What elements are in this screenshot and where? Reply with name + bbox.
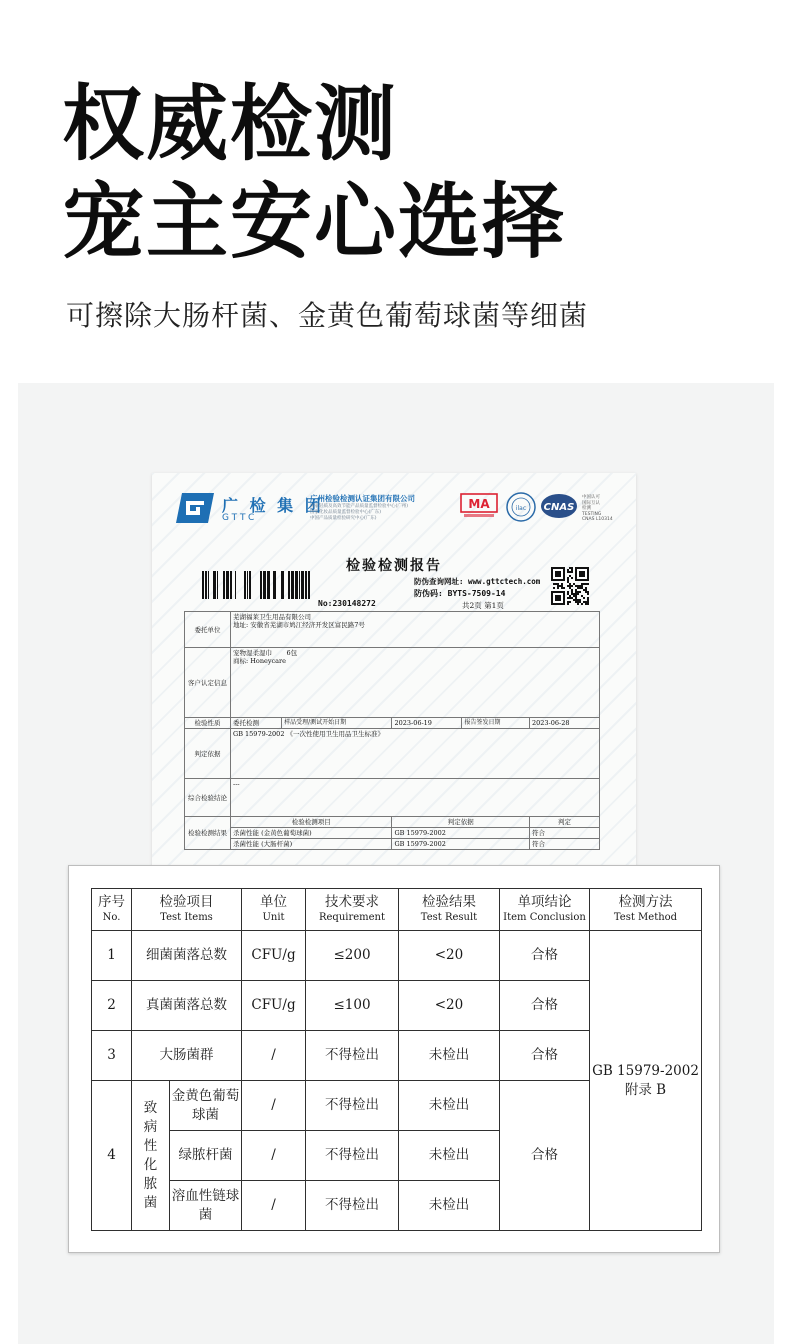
header-no: 序号 No. <box>92 889 132 931</box>
headline-subtitle: 可擦除大肠杆菌、金黄色葡萄球菌等细菌 <box>66 299 589 332</box>
results-row-basis: GB 15979-2002 <box>392 839 530 850</box>
page-indicator: 共2页 第1页 <box>462 601 504 610</box>
results-label: 检验检测结果 <box>185 817 231 850</box>
row-item: 大肠菌群 <box>132 1031 242 1081</box>
issue-date: 2023-06-28 <box>529 718 599 729</box>
headline-line-2: 宠主安心选择 <box>62 175 567 270</box>
client-label: 委托单位 <box>185 612 231 648</box>
header-unit: 单位 Unit <box>242 889 306 931</box>
test-method: GB 15979-2002 附录 B <box>590 931 702 1231</box>
logo-english-name: GTTC <box>222 513 258 523</box>
group-item: 金黄色葡萄球菌 <box>170 1081 242 1131</box>
qr-code-icon <box>551 565 591 607</box>
row-conclusion: 合格 <box>500 1031 590 1081</box>
headline-line-1: 权威检测 <box>62 77 399 172</box>
anti-fake-code: 防伪码: BYTS-7509-14 <box>414 589 506 598</box>
svg-text:MA: MA <box>468 497 490 511</box>
results-card <box>68 865 720 1253</box>
anti-fake-query-url: 防伪查询网址: www.gttctech.com <box>414 577 541 586</box>
svg-text:CNAS: CNAS <box>543 502 575 513</box>
row-no: 1 <box>92 931 132 981</box>
barcode-icon <box>200 571 312 605</box>
row-result: <20 <box>399 981 500 1031</box>
org-line: 国家化妆品质量监督检验中心(广东) <box>310 510 382 515</box>
accept-date: 2023-06-19 <box>392 718 462 729</box>
group-requirement: 不得检出 <box>306 1181 399 1231</box>
report-info-table <box>184 611 600 850</box>
results-row-judgement: 符合 <box>529 839 599 850</box>
group-unit: / <box>242 1181 306 1231</box>
row-requirement: ≤200 <box>306 931 399 981</box>
customer-info: 宠物湿柔湿巾 6包 商标: Honeycare <box>231 648 600 718</box>
row-result: 未检出 <box>399 1031 500 1081</box>
group-result: 未检出 <box>399 1181 500 1231</box>
customer-info-label: 客户认定信息 <box>185 648 231 718</box>
organization-subtitles <box>310 504 408 522</box>
nature-value: 委托检测 <box>231 718 282 729</box>
row-item: 真菌菌落总数 <box>132 981 242 1031</box>
group-conclusion: 合格 <box>500 1081 590 1231</box>
group-no: 4 <box>92 1081 132 1231</box>
basis-label: 判定依据 <box>185 729 231 779</box>
row-unit: CFU/g <box>242 931 306 981</box>
report-title: 检验检测报告 <box>346 558 442 574</box>
row-conclusion: 合格 <box>500 931 590 981</box>
row-result: <20 <box>399 931 500 981</box>
results-header-judgement: 判定 <box>529 817 599 828</box>
row-unit: / <box>242 1031 306 1081</box>
results-header-basis: 判定依据 <box>392 817 530 828</box>
group-item: 绿脓杆菌 <box>170 1131 242 1181</box>
header-test-items: 检验项目 Test Items <box>132 889 242 931</box>
ilac-mra-seal-icon <box>505 491 537 523</box>
org-line: 国家轻质及高效节能产品质量监督检验中心(广州) <box>310 504 409 509</box>
cnas-seal-icon <box>540 493 578 519</box>
row-requirement: 不得检出 <box>306 1031 399 1081</box>
report-number: No:230148272 <box>318 599 376 608</box>
conclusion-value: --- <box>231 779 600 817</box>
accept-date-label: 样品受理/测试开始日期 <box>282 718 392 729</box>
group-result: 未检出 <box>399 1081 500 1131</box>
header-test-method: 检测方法 Test Method <box>590 889 702 931</box>
group-requirement: 不得检出 <box>306 1081 399 1131</box>
header-test-result: 检验结果 Test Result <box>399 889 500 931</box>
results-table <box>91 888 702 1231</box>
test-report-document <box>152 473 636 873</box>
header-item-conclusion: 单项结论 Item Conclusion <box>500 889 590 931</box>
header-requirement: 技术要求 Requirement <box>306 889 399 931</box>
row-no: 3 <box>92 1031 132 1081</box>
results-row-judgement: 符合 <box>529 828 599 839</box>
issue-date-label: 报告签发日期 <box>462 718 530 729</box>
basis-value: GB 15979-2002 《一次性使用卫生用品卫生标准》 <box>231 729 600 779</box>
group-item: 溶血性链球菌 <box>170 1181 242 1231</box>
row-unit: CFU/g <box>242 981 306 1031</box>
row-requirement: ≤100 <box>306 981 399 1031</box>
results-row-item: 杀菌性能 (大肠杆菌) <box>231 839 392 850</box>
group-result: 未检出 <box>399 1131 500 1181</box>
results-row-basis: GB 15979-2002 <box>392 828 530 839</box>
row-item: 细菌菌落总数 <box>132 931 242 981</box>
gttc-logo-icon <box>176 493 214 523</box>
client-info: 芜湖福莱卫生用品有限公司 地址: 安徽省芜湖市鸠江经济开发区富民路7号 <box>231 612 600 648</box>
group-requirement: 不得检出 <box>306 1131 399 1181</box>
table-row <box>92 931 702 981</box>
group-unit: / <box>242 1081 306 1131</box>
row-no: 2 <box>92 981 132 1031</box>
row-conclusion: 合格 <box>500 981 590 1031</box>
logo-chinese-name: 广 检 集 团 <box>222 496 324 515</box>
nature-label: 检验性质 <box>185 718 231 729</box>
accreditation-text: 中国认可 国际互认 检测 TESTING CNAS L10314 <box>582 495 613 522</box>
group-unit: / <box>242 1131 306 1181</box>
results-header-item: 检验检测项目 <box>231 817 392 828</box>
svg-text:ilac: ilac <box>515 505 527 512</box>
org-line: 中国产品质量检验研究中心(广东) <box>310 516 377 521</box>
conclusion-label: 综合检验结论 <box>185 779 231 817</box>
results-row-item: 杀菌性能 (金黄色葡萄球菌) <box>231 828 392 839</box>
organization-name: 广州检验检测认证集团有限公司 <box>310 494 415 503</box>
group-category: 致 病 性 化 脓 菌 <box>132 1081 170 1231</box>
cma-seal-icon <box>460 493 498 519</box>
